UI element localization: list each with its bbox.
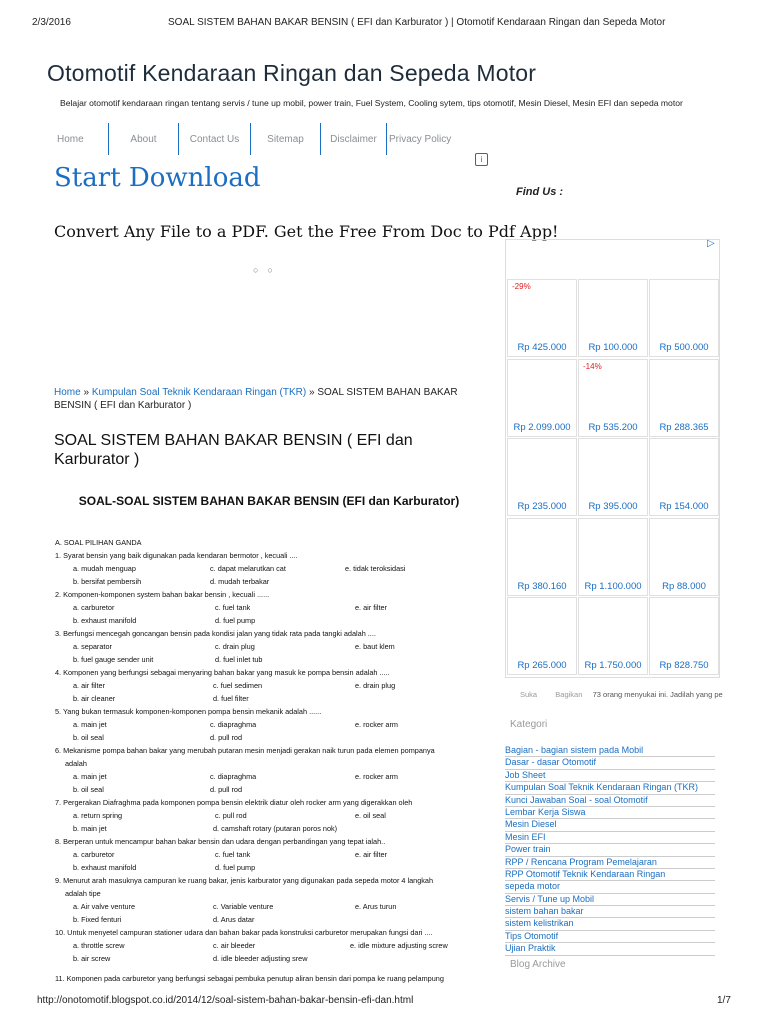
question-line: 2. Komponen-komponen system bahan bakar bensin , kecuali ...... bbox=[55, 590, 270, 599]
question-line: a. carburetor bbox=[73, 850, 115, 859]
breadcrumb-category[interactable]: Kumpulan Soal Teknik Kendaraan Ringan (TKR) bbox=[91, 387, 307, 398]
product-price: Rp 425.000 bbox=[517, 342, 567, 353]
kategori-link[interactable]: sepeda motor bbox=[505, 881, 715, 893]
breadcrumb-separator: » bbox=[306, 387, 318, 398]
question-line: e. air filter bbox=[355, 603, 388, 612]
question-line: c. fuel tank bbox=[215, 850, 251, 859]
share-button[interactable]: Bagikan bbox=[555, 690, 583, 699]
product-price: Rp 100.000 bbox=[588, 342, 638, 353]
question-line: a. carburetor bbox=[73, 603, 115, 612]
question-line: c. drain plug bbox=[215, 642, 255, 651]
question-line: b. air screw bbox=[73, 954, 111, 963]
kategori-link[interactable]: Mesin EFI bbox=[505, 832, 715, 844]
question-line: a. throttle screw bbox=[73, 941, 125, 950]
question-line: A. SOAL PILIHAN GANDA bbox=[55, 538, 142, 547]
question-line: a. mudah menguap bbox=[73, 564, 136, 573]
question-line: 3. Berfungsi mencegah goncangan bensin pada kondisi jalan yang tidak rata pada tangki adalah .... bbox=[55, 629, 376, 638]
footer-page-number: 1/7 bbox=[717, 995, 731, 1006]
facebook-like-bar bbox=[520, 690, 723, 699]
question-line: 9. Menurut arah masuknya campuran ke ruang bakar, jenis karburator yang digunakan pada sepeda motor 4 langkah bbox=[55, 876, 434, 885]
product-price: Rp 535.200 bbox=[588, 421, 638, 433]
question-line: b. exhaust manifold bbox=[73, 616, 137, 625]
question-line: e. rocker arm bbox=[355, 772, 398, 781]
question-line: 7. Pergerakan Diafraghma pada komponen pompa bensin elektrik diatur oleh rocker arm yang digerakkan oleh bbox=[55, 798, 413, 807]
product-tile[interactable] bbox=[507, 359, 577, 437]
question-line: a. return spring bbox=[73, 811, 123, 820]
site-title[interactable]: Otomotif Kendaraan Ringan dan Sepeda Motor bbox=[47, 60, 537, 86]
product-tile[interactable] bbox=[578, 597, 648, 675]
product-price: Rp 2.099.000 bbox=[513, 421, 571, 433]
question-line: e. Arus turun bbox=[355, 902, 397, 911]
question-line: b. oil seal bbox=[73, 785, 104, 794]
question-line: c. diapraghma bbox=[210, 720, 257, 729]
question-line: a. Air valve venture bbox=[73, 902, 136, 911]
question-line: b. Fixed fenturi bbox=[73, 915, 122, 924]
kategori-heading: Kategori bbox=[510, 719, 548, 730]
question-line: d. fuel pump bbox=[215, 863, 256, 872]
question-line: c. Variable venture bbox=[213, 902, 274, 911]
question-line: 4. Komponen yang berfungsi sebagai menyaring bahan bakar yang masuk ke pompa bensin adalah ..... bbox=[55, 668, 390, 677]
nav-sitemap[interactable]: Sitemap bbox=[251, 123, 321, 155]
kategori-link[interactable]: Servis / Tune up Mobil bbox=[505, 894, 715, 906]
blog-archive-heading: Blog Archive bbox=[510, 959, 566, 970]
question-line: b. fuel gauge sender unit bbox=[73, 655, 154, 664]
product-price: Rp 1.750.000 bbox=[584, 660, 642, 671]
product-price: Rp 395.000 bbox=[588, 501, 638, 512]
question-line: d. pull rod bbox=[210, 785, 243, 794]
kategori-link[interactable]: Tips Otomotif bbox=[505, 931, 715, 943]
question-line: a. air filter bbox=[73, 681, 106, 690]
product-price: Rp 1.100.000 bbox=[584, 580, 642, 592]
question-line: 1. Syarat bensin yang baik digunakan pada kendaran bermotor , kecuali .... bbox=[55, 551, 298, 560]
question-line: c. fuel sedimen bbox=[213, 681, 263, 690]
kategori-link[interactable]: RPP / Rencana Program Pemelajaran bbox=[505, 857, 715, 869]
product-price: Rp 265.000 bbox=[517, 660, 567, 671]
question-line: adalah bbox=[65, 759, 87, 768]
product-price: Rp 154.000 bbox=[659, 501, 709, 512]
question-line: b. air cleaner bbox=[73, 694, 116, 703]
question-line: a. main jet bbox=[73, 772, 107, 781]
question-line: 5. Yang bukan termasuk komponen-komponen pompa bensin mekanik adalah ...... bbox=[55, 707, 322, 716]
product-tile[interactable] bbox=[507, 597, 577, 675]
question-line: d. camshaft rotary (putaran poros nok) bbox=[213, 824, 338, 833]
kategori-link[interactable]: Lembar Kerja Siswa bbox=[505, 807, 715, 819]
question-line: d. mudah terbakar bbox=[210, 577, 270, 586]
ad-carousel-dots[interactable]: ○○ bbox=[253, 265, 282, 275]
kategori-link[interactable]: Kumpulan Soal Teknik Kendaraan Ringan (TKR) bbox=[505, 782, 715, 794]
question-line: e. drain plug bbox=[355, 681, 396, 690]
product-tile[interactable] bbox=[649, 597, 719, 675]
question-line: c. fuel tank bbox=[215, 603, 251, 612]
footer-url: http://onotomotif.blogspot.co.id/2014/12/soal-sistem-bahan-bakar-bensin-efi-dan.html bbox=[37, 995, 414, 1006]
nav-contact-us[interactable]: Contact Us bbox=[179, 123, 251, 155]
kategori-link[interactable]: Job Sheet bbox=[505, 770, 715, 782]
kategori-link[interactable]: Ujian Praktik bbox=[505, 943, 715, 955]
product-tile[interactable] bbox=[649, 279, 719, 357]
product-tile[interactable] bbox=[507, 518, 577, 596]
question-line: e. air filter bbox=[355, 850, 388, 859]
kategori-link[interactable]: Dasar - dasar Otomotif bbox=[505, 757, 715, 769]
product-tile[interactable] bbox=[578, 518, 648, 596]
discount-badge: -14% bbox=[583, 361, 602, 371]
like-count-text: 73 orang menyukai ini. Jadilah yang pe bbox=[592, 690, 723, 699]
ad-description[interactable]: Convert Any File to a PDF. Get the Free From Doc to Pdf App! bbox=[54, 222, 559, 241]
question-line: c. dapat melarutkan cat bbox=[210, 564, 286, 573]
question-line: 11. Komponen pada carburetor yang berfungsi sebagai pembuka penutup aliran bensin dari pompa ke ruang pelampung bbox=[55, 974, 444, 983]
main-nav bbox=[47, 123, 467, 155]
find-us-heading: Find Us : bbox=[516, 186, 564, 198]
product-price: Rp 235.000 bbox=[517, 501, 567, 512]
site-description: Belajar otomotif kendaraan ringan tentang servis / tune up mobil, power train, Fuel System, Cooling sytem, tips otomotif, Mesin Diesel, Mesin EFI dan sepeda motor bbox=[60, 98, 683, 108]
breadcrumb-separator: » bbox=[80, 387, 92, 398]
question-line: d. pull rod bbox=[210, 733, 243, 742]
question-line: c. pull rod bbox=[215, 811, 247, 820]
ad-play-icon[interactable]: ▷ bbox=[707, 238, 715, 249]
product-price: Rp 88.000 bbox=[662, 580, 706, 592]
product-tile[interactable] bbox=[507, 279, 577, 357]
question-line: 10. Untuk menyetel campuran stationer udara dan bahan bakar pada konstruksi carburetor merupakan fungsi dari .... bbox=[55, 928, 433, 937]
question-line: c. air bleeder bbox=[213, 941, 256, 950]
ad-start-download-link[interactable]: Start Download bbox=[54, 163, 261, 193]
question-line: a. main jet bbox=[73, 720, 107, 729]
nav-about[interactable]: About bbox=[109, 123, 179, 155]
question-line: b. bersifat pembersih bbox=[73, 577, 142, 586]
question-line: 6. Mekanisme pompa bahan bakar yang merubah putaran mesin menjadi gerakan naik turun pada elemen pompanya bbox=[55, 746, 435, 755]
question-line: 8. Berperan untuk mencampur bahan bakar bensin dan udara dengan perbandingan yang tepat ialah.. bbox=[55, 837, 386, 846]
product-tile[interactable] bbox=[578, 359, 648, 437]
breadcrumb-current: SOAL SISTEM BAHAN BAKAR BENSIN ( EFI dan Karburator ) bbox=[54, 387, 458, 411]
kategori-link[interactable]: Power train bbox=[505, 844, 715, 856]
question-line: e. baut klem bbox=[355, 642, 395, 651]
nav-home[interactable]: Home bbox=[47, 123, 109, 155]
product-ad-grid bbox=[505, 239, 720, 678]
question-line: b. oil seal bbox=[73, 733, 104, 742]
kategori-link[interactable]: Kunci Jawaban Soal - soal Otomotif bbox=[505, 795, 715, 807]
post-subtitle: SOAL-SOAL SISTEM BAHAN BAKAR BENSIN (EFI dan Karburator) bbox=[78, 494, 460, 508]
kategori-link[interactable]: sistem kelistrikan bbox=[505, 918, 715, 930]
product-tile[interactable] bbox=[649, 518, 719, 596]
question-line: b. exhaust manifold bbox=[73, 863, 137, 872]
question-line: d. fuel pump bbox=[215, 616, 256, 625]
question-line: adalah tipe bbox=[65, 889, 101, 898]
question-line: d. fuel inlet tub bbox=[215, 655, 263, 664]
breadcrumb-home[interactable]: Home bbox=[54, 387, 81, 398]
product-price: Rp 380.160 bbox=[517, 580, 567, 592]
discount-badge: -29% bbox=[512, 282, 531, 291]
product-price: Rp 500.000 bbox=[659, 342, 709, 353]
product-price: Rp 288.365 bbox=[659, 421, 709, 433]
question-line: e. idle mixture adjusting screw bbox=[350, 941, 448, 950]
question-line: c. diapraghma bbox=[210, 772, 257, 781]
like-button[interactable]: Suka bbox=[520, 690, 538, 699]
print-page-title: SOAL SISTEM BAHAN BAKAR BENSIN ( EFI dan Karburator ) | Otomotif Kendaraan Ringan dan Sepeda Motor bbox=[168, 17, 666, 28]
product-price: Rp 828.750 bbox=[659, 660, 709, 671]
print-date: 2/3/2016 bbox=[32, 17, 71, 28]
question-line: e. rocker arm bbox=[355, 720, 398, 729]
kategori-link[interactable]: sistem bahan bakar bbox=[505, 906, 715, 918]
product-tile[interactable] bbox=[578, 438, 648, 516]
kategori-link[interactable]: RPP Otomotif Teknik Kendaraan Ringan bbox=[505, 869, 715, 881]
nav-disclaimer[interactable]: Disclaimer bbox=[321, 123, 387, 155]
question-line: d. fuel filter bbox=[213, 694, 249, 703]
question-line: e. oil seal bbox=[355, 811, 386, 820]
adchoices-icon[interactable]: i bbox=[475, 153, 488, 166]
question-line: d. idle bleeder adjusting srew bbox=[213, 954, 308, 963]
product-tile[interactable] bbox=[507, 438, 577, 516]
product-tile[interactable] bbox=[649, 438, 719, 516]
kategori-link[interactable]: Mesin Diesel bbox=[505, 819, 715, 831]
question-line: b. main jet bbox=[73, 824, 107, 833]
kategori-link[interactable]: Bagian - bagian sistem pada Mobil bbox=[505, 745, 715, 757]
question-line: a. separator bbox=[73, 642, 112, 651]
product-tile[interactable] bbox=[649, 359, 719, 437]
breadcrumb bbox=[54, 386, 484, 412]
product-tile[interactable] bbox=[578, 279, 648, 357]
kategori-list bbox=[505, 745, 715, 956]
question-line: d. Arus datar bbox=[213, 915, 255, 924]
nav-privacy-policy[interactable]: Privacy Policy bbox=[389, 133, 452, 145]
question-line: e. tidak teroksidasi bbox=[345, 564, 406, 573]
post-title: SOAL SISTEM BAHAN BAKAR BENSIN ( EFI dan Karburator ) bbox=[54, 432, 413, 468]
